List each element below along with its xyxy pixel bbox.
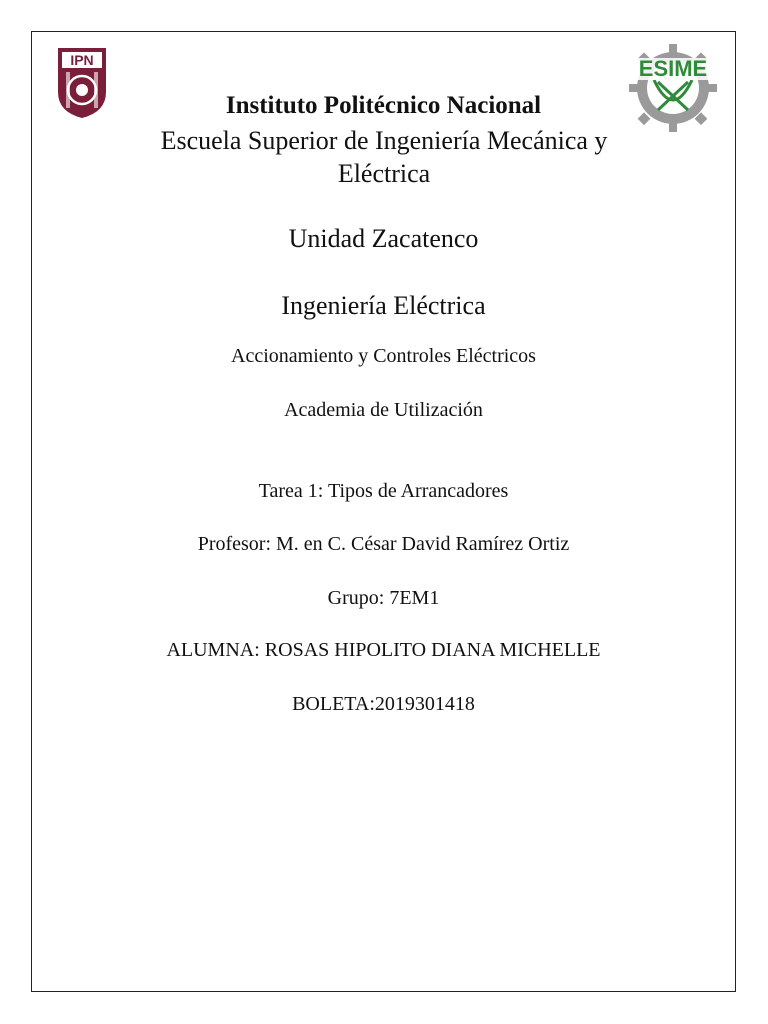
student-id: BOLETA:2019301418 [292, 693, 475, 715]
subject-name: Accionamiento y Controles Eléctricos [231, 345, 536, 367]
document-page [31, 31, 736, 992]
unit-name: Unidad Zacatenco [288, 224, 479, 253]
student-name: ALUMNA: ROSAS HIPOLITO DIANA MICHELLE [166, 639, 601, 661]
academy-name: Academia de Utilización [284, 399, 483, 421]
career-name: Ingeniería Eléctrica [281, 291, 486, 320]
school-name: Escuela Superior de Ingeniería Mecánica y Eléctrica [160, 126, 608, 188]
ipn-logo-text: IPN [70, 52, 94, 68]
institution-title: Instituto Politécnico Nacional [225, 92, 542, 119]
assignment-title: Tarea 1: Tipos de Arrancadores [258, 480, 509, 502]
professor-name: Profesor: M. en C. César David Ramírez Ortiz [197, 533, 570, 555]
group-label: Grupo: 7EM1 [327, 587, 440, 609]
esime-logo-text: ESIME [638, 56, 708, 81]
